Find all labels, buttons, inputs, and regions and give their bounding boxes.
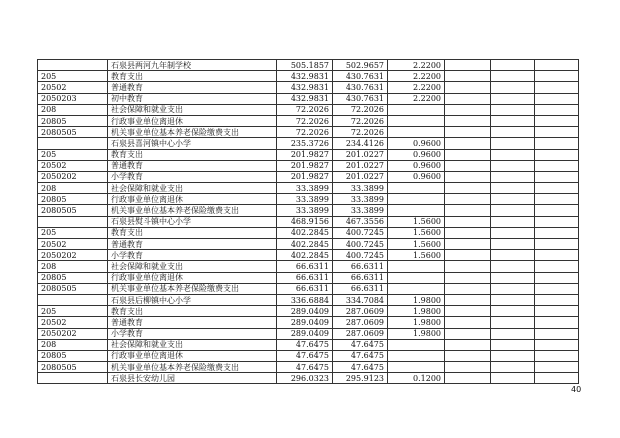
empty-cell [535, 350, 579, 361]
basic-expenditure-cell: 72.2026 [333, 104, 388, 115]
empty-cell [535, 160, 579, 171]
project-expenditure-cell: 2.2200 [388, 82, 445, 93]
project-expenditure-cell: 1.5600 [388, 250, 445, 261]
empty-cell [491, 194, 535, 205]
subject-code-cell: 20805 [38, 115, 108, 126]
subject-code-cell: 2050202 [38, 250, 108, 261]
total-amount-cell: 47.6475 [277, 362, 333, 373]
empty-cell [445, 115, 491, 126]
empty-cell [445, 149, 491, 160]
subject-name-cell: 普通教育 [108, 82, 277, 93]
subject-code-cell: 20502 [38, 82, 108, 93]
table-body [38, 60, 579, 384]
subject-name-cell: 教育支出 [108, 227, 277, 238]
table-row [38, 317, 579, 328]
empty-cell [491, 227, 535, 238]
basic-expenditure-cell: 47.6475 [333, 362, 388, 373]
subject-code-cell: 2080505 [38, 205, 108, 216]
subject-name-cell: 普通教育 [108, 239, 277, 250]
empty-cell [491, 328, 535, 339]
subject-name-cell: 社会保障和就业支出 [108, 339, 277, 350]
empty-cell [445, 272, 491, 283]
project-expenditure-cell [388, 261, 445, 272]
table-row [38, 60, 579, 71]
empty-cell [445, 205, 491, 216]
basic-expenditure-cell: 400.7245 [333, 239, 388, 250]
table-row [38, 362, 579, 373]
total-amount-cell: 72.2026 [277, 104, 333, 115]
empty-cell [535, 339, 579, 350]
subject-name-cell: 机关事业单位基本养老保险缴费支出 [108, 205, 277, 216]
empty-cell [491, 283, 535, 294]
table-row [38, 339, 579, 350]
empty-cell [491, 294, 535, 305]
subject-name-cell: 初中教育 [108, 93, 277, 104]
table-row [38, 294, 579, 305]
empty-cell [491, 261, 535, 272]
table-row [38, 104, 579, 115]
project-expenditure-cell [388, 283, 445, 294]
table-row [38, 350, 579, 361]
empty-cell [535, 171, 579, 182]
table-row [38, 328, 579, 339]
project-expenditure-cell [388, 205, 445, 216]
empty-cell [491, 216, 535, 227]
empty-cell [445, 194, 491, 205]
subject-code-cell: 2050202 [38, 171, 108, 182]
subject-name-cell: 行政事业单位离退休 [108, 194, 277, 205]
total-amount-cell: 432.9831 [277, 93, 333, 104]
empty-cell [491, 272, 535, 283]
empty-cell [535, 239, 579, 250]
project-expenditure-cell [388, 194, 445, 205]
empty-cell [445, 373, 491, 384]
subject-code-cell [38, 294, 108, 305]
project-expenditure-cell: 0.9600 [388, 138, 445, 149]
empty-cell [535, 127, 579, 138]
budget-table [37, 59, 579, 384]
table-row [38, 171, 579, 182]
subject-name-cell: 普通教育 [108, 317, 277, 328]
table-row [38, 138, 579, 149]
empty-cell [491, 60, 535, 71]
table-row [38, 283, 579, 294]
basic-expenditure-cell: 467.3556 [333, 216, 388, 227]
total-amount-cell: 402.2845 [277, 227, 333, 238]
empty-cell [535, 71, 579, 82]
subject-name-cell: 社会保障和就业支出 [108, 104, 277, 115]
subject-code-cell: 205 [38, 71, 108, 82]
basic-expenditure-cell: 400.7245 [333, 250, 388, 261]
table-row [38, 306, 579, 317]
basic-expenditure-cell: 400.7245 [333, 227, 388, 238]
empty-cell [535, 227, 579, 238]
empty-cell [445, 350, 491, 361]
empty-cell [535, 104, 579, 115]
empty-cell [445, 127, 491, 138]
basic-expenditure-cell: 430.7631 [333, 71, 388, 82]
empty-cell [445, 171, 491, 182]
empty-cell [445, 71, 491, 82]
empty-cell [535, 373, 579, 384]
total-amount-cell: 235.3726 [277, 138, 333, 149]
empty-cell [491, 183, 535, 194]
empty-cell [445, 104, 491, 115]
subject-name-cell: 机关事业单位基本养老保险缴费支出 [108, 283, 277, 294]
basic-expenditure-cell: 66.6311 [333, 283, 388, 294]
empty-cell [491, 317, 535, 328]
empty-cell [535, 328, 579, 339]
empty-cell [491, 127, 535, 138]
basic-expenditure-cell: 201.0227 [333, 149, 388, 160]
empty-cell [491, 138, 535, 149]
basic-expenditure-cell: 72.2026 [333, 127, 388, 138]
empty-cell [445, 216, 491, 227]
subject-name-cell: 石泉县后柳镇中心小学 [108, 294, 277, 305]
basic-expenditure-cell: 287.0609 [333, 328, 388, 339]
project-expenditure-cell: 1.9800 [388, 306, 445, 317]
project-expenditure-cell: 0.9600 [388, 171, 445, 182]
empty-cell [445, 261, 491, 272]
empty-cell [491, 115, 535, 126]
empty-cell [535, 294, 579, 305]
empty-cell [535, 183, 579, 194]
total-amount-cell: 402.2845 [277, 239, 333, 250]
total-amount-cell: 296.0323 [277, 373, 333, 384]
subject-name-cell: 行政事业单位离退休 [108, 272, 277, 283]
empty-cell [491, 362, 535, 373]
table-row [38, 115, 579, 126]
subject-name-cell: 社会保障和就业支出 [108, 261, 277, 272]
total-amount-cell: 201.9827 [277, 171, 333, 182]
total-amount-cell: 402.2845 [277, 250, 333, 261]
empty-cell [535, 317, 579, 328]
empty-cell [491, 350, 535, 361]
project-expenditure-cell: 1.5600 [388, 216, 445, 227]
basic-expenditure-cell: 287.0609 [333, 317, 388, 328]
empty-cell [491, 205, 535, 216]
subject-code-cell: 2050202 [38, 328, 108, 339]
project-expenditure-cell: 1.9800 [388, 317, 445, 328]
empty-cell [491, 306, 535, 317]
total-amount-cell: 289.0409 [277, 306, 333, 317]
project-expenditure-cell: 2.2200 [388, 93, 445, 104]
project-expenditure-cell [388, 350, 445, 361]
table-row [38, 93, 579, 104]
basic-expenditure-cell: 33.3899 [333, 183, 388, 194]
basic-expenditure-cell: 430.7631 [333, 93, 388, 104]
empty-cell [535, 149, 579, 160]
table-row [38, 160, 579, 171]
subject-name-cell: 小学教育 [108, 328, 277, 339]
table-row [38, 227, 579, 238]
empty-cell [445, 183, 491, 194]
empty-cell [445, 239, 491, 250]
project-expenditure-cell: 1.9800 [388, 294, 445, 305]
total-amount-cell: 432.9831 [277, 71, 333, 82]
empty-cell [445, 306, 491, 317]
basic-expenditure-cell: 33.3899 [333, 205, 388, 216]
empty-cell [445, 227, 491, 238]
empty-cell [535, 194, 579, 205]
subject-name-cell: 石泉县喜河镇中心小学 [108, 138, 277, 149]
project-expenditure-cell: 0.1200 [388, 373, 445, 384]
empty-cell [445, 138, 491, 149]
project-expenditure-cell: 2.2200 [388, 71, 445, 82]
subject-code-cell: 208 [38, 261, 108, 272]
total-amount-cell: 33.3899 [277, 194, 333, 205]
subject-name-cell: 石泉县两河九年制学校 [108, 60, 277, 71]
empty-cell [535, 362, 579, 373]
project-expenditure-cell [388, 104, 445, 115]
project-expenditure-cell [388, 272, 445, 283]
subject-name-cell: 小学教育 [108, 250, 277, 261]
empty-cell [445, 328, 491, 339]
basic-expenditure-cell: 430.7631 [333, 82, 388, 93]
total-amount-cell: 201.9827 [277, 149, 333, 160]
total-amount-cell: 72.2026 [277, 127, 333, 138]
empty-cell [445, 160, 491, 171]
table-row [38, 149, 579, 160]
subject-code-cell: 2080505 [38, 127, 108, 138]
table-row [38, 205, 579, 216]
empty-cell [535, 205, 579, 216]
empty-cell [445, 294, 491, 305]
total-amount-cell: 66.6311 [277, 272, 333, 283]
subject-code-cell: 205 [38, 227, 108, 238]
table-row [38, 261, 579, 272]
empty-cell [535, 60, 579, 71]
empty-cell [535, 82, 579, 93]
subject-name-cell: 行政事业单位离退休 [108, 115, 277, 126]
empty-cell [535, 115, 579, 126]
table-row [38, 183, 579, 194]
subject-code-cell: 20805 [38, 350, 108, 361]
project-expenditure-cell: 2.2200 [388, 60, 445, 71]
empty-cell [491, 250, 535, 261]
subject-code-cell: 20502 [38, 239, 108, 250]
empty-cell [491, 160, 535, 171]
table-row [38, 373, 579, 384]
empty-cell [445, 82, 491, 93]
subject-name-cell: 普通教育 [108, 160, 277, 171]
subject-code-cell: 20805 [38, 194, 108, 205]
empty-cell [491, 373, 535, 384]
project-expenditure-cell [388, 115, 445, 126]
project-expenditure-cell: 1.9800 [388, 328, 445, 339]
subject-name-cell: 机关事业单位基本养老保险缴费支出 [108, 127, 277, 138]
subject-code-cell [38, 138, 108, 149]
basic-expenditure-cell: 502.9657 [333, 60, 388, 71]
project-expenditure-cell [388, 183, 445, 194]
empty-cell [445, 93, 491, 104]
project-expenditure-cell: 0.9600 [388, 149, 445, 160]
basic-expenditure-cell: 66.6311 [333, 272, 388, 283]
subject-code-cell: 205 [38, 149, 108, 160]
total-amount-cell: 47.6475 [277, 350, 333, 361]
subject-name-cell: 石泉县熨斗镇中心小学 [108, 216, 277, 227]
project-expenditure-cell [388, 362, 445, 373]
empty-cell [535, 272, 579, 283]
empty-cell [445, 60, 491, 71]
basic-expenditure-cell: 47.6475 [333, 339, 388, 350]
table-row [38, 71, 579, 82]
empty-cell [491, 104, 535, 115]
subject-name-cell: 行政事业单位离退休 [108, 350, 277, 361]
total-amount-cell: 289.0409 [277, 328, 333, 339]
empty-cell [445, 283, 491, 294]
table-row [38, 239, 579, 250]
total-amount-cell: 47.6475 [277, 339, 333, 350]
table-row [38, 194, 579, 205]
empty-cell [491, 82, 535, 93]
subject-name-cell: 机关事业单位基本养老保险缴费支出 [108, 362, 277, 373]
project-expenditure-cell: 1.5600 [388, 239, 445, 250]
basic-expenditure-cell: 33.3899 [333, 194, 388, 205]
subject-name-cell: 社会保障和就业支出 [108, 183, 277, 194]
subject-code-cell: 2080505 [38, 362, 108, 373]
total-amount-cell: 505.1857 [277, 60, 333, 71]
subject-code-cell: 208 [38, 339, 108, 350]
empty-cell [491, 149, 535, 160]
basic-expenditure-cell: 47.6475 [333, 350, 388, 361]
subject-name-cell: 小学教育 [108, 171, 277, 182]
basic-expenditure-cell: 201.0227 [333, 171, 388, 182]
empty-cell [445, 362, 491, 373]
table-row [38, 216, 579, 227]
empty-cell [445, 339, 491, 350]
project-expenditure-cell: 1.5600 [388, 227, 445, 238]
subject-name-cell: 石泉县长安幼儿园 [108, 373, 277, 384]
subject-code-cell: 20502 [38, 317, 108, 328]
subject-code-cell: 208 [38, 104, 108, 115]
subject-code-cell: 20502 [38, 160, 108, 171]
empty-cell [491, 93, 535, 104]
subject-code-cell: 205 [38, 306, 108, 317]
basic-expenditure-cell: 234.4126 [333, 138, 388, 149]
subject-name-cell: 教育支出 [108, 149, 277, 160]
subject-code-cell: 208 [38, 183, 108, 194]
basic-expenditure-cell: 295.9123 [333, 373, 388, 384]
empty-cell [535, 261, 579, 272]
subject-code-cell [38, 373, 108, 384]
total-amount-cell: 432.9831 [277, 82, 333, 93]
page-number: 40 [571, 385, 582, 394]
empty-cell [535, 283, 579, 294]
basic-expenditure-cell: 287.0609 [333, 306, 388, 317]
basic-expenditure-cell: 66.6311 [333, 261, 388, 272]
project-expenditure-cell [388, 127, 445, 138]
table-row [38, 82, 579, 93]
total-amount-cell: 33.3899 [277, 183, 333, 194]
empty-cell [445, 317, 491, 328]
subject-code-cell [38, 60, 108, 71]
empty-cell [445, 250, 491, 261]
total-amount-cell: 336.6884 [277, 294, 333, 305]
empty-cell [491, 239, 535, 250]
subject-code-cell: 2080505 [38, 283, 108, 294]
empty-cell [535, 250, 579, 261]
subject-name-cell: 教育支出 [108, 306, 277, 317]
empty-cell [535, 138, 579, 149]
total-amount-cell: 66.6311 [277, 283, 333, 294]
project-expenditure-cell [388, 339, 445, 350]
empty-cell [491, 171, 535, 182]
total-amount-cell: 33.3899 [277, 205, 333, 216]
total-amount-cell: 201.9827 [277, 160, 333, 171]
basic-expenditure-cell: 201.0227 [333, 160, 388, 171]
empty-cell [491, 71, 535, 82]
basic-expenditure-cell: 334.7084 [333, 294, 388, 305]
subject-code-cell [38, 216, 108, 227]
empty-cell [491, 339, 535, 350]
empty-cell [535, 216, 579, 227]
subject-code-cell: 20805 [38, 272, 108, 283]
empty-cell [535, 93, 579, 104]
total-amount-cell: 66.6311 [277, 261, 333, 272]
empty-cell [535, 306, 579, 317]
total-amount-cell: 468.9156 [277, 216, 333, 227]
total-amount-cell: 72.2026 [277, 115, 333, 126]
table-row [38, 250, 579, 261]
subject-code-cell: 2050203 [38, 93, 108, 104]
basic-expenditure-cell: 72.2026 [333, 115, 388, 126]
table-row [38, 127, 579, 138]
table-row [38, 272, 579, 283]
total-amount-cell: 289.0409 [277, 317, 333, 328]
project-expenditure-cell: 0.9600 [388, 160, 445, 171]
subject-name-cell: 教育支出 [108, 71, 277, 82]
